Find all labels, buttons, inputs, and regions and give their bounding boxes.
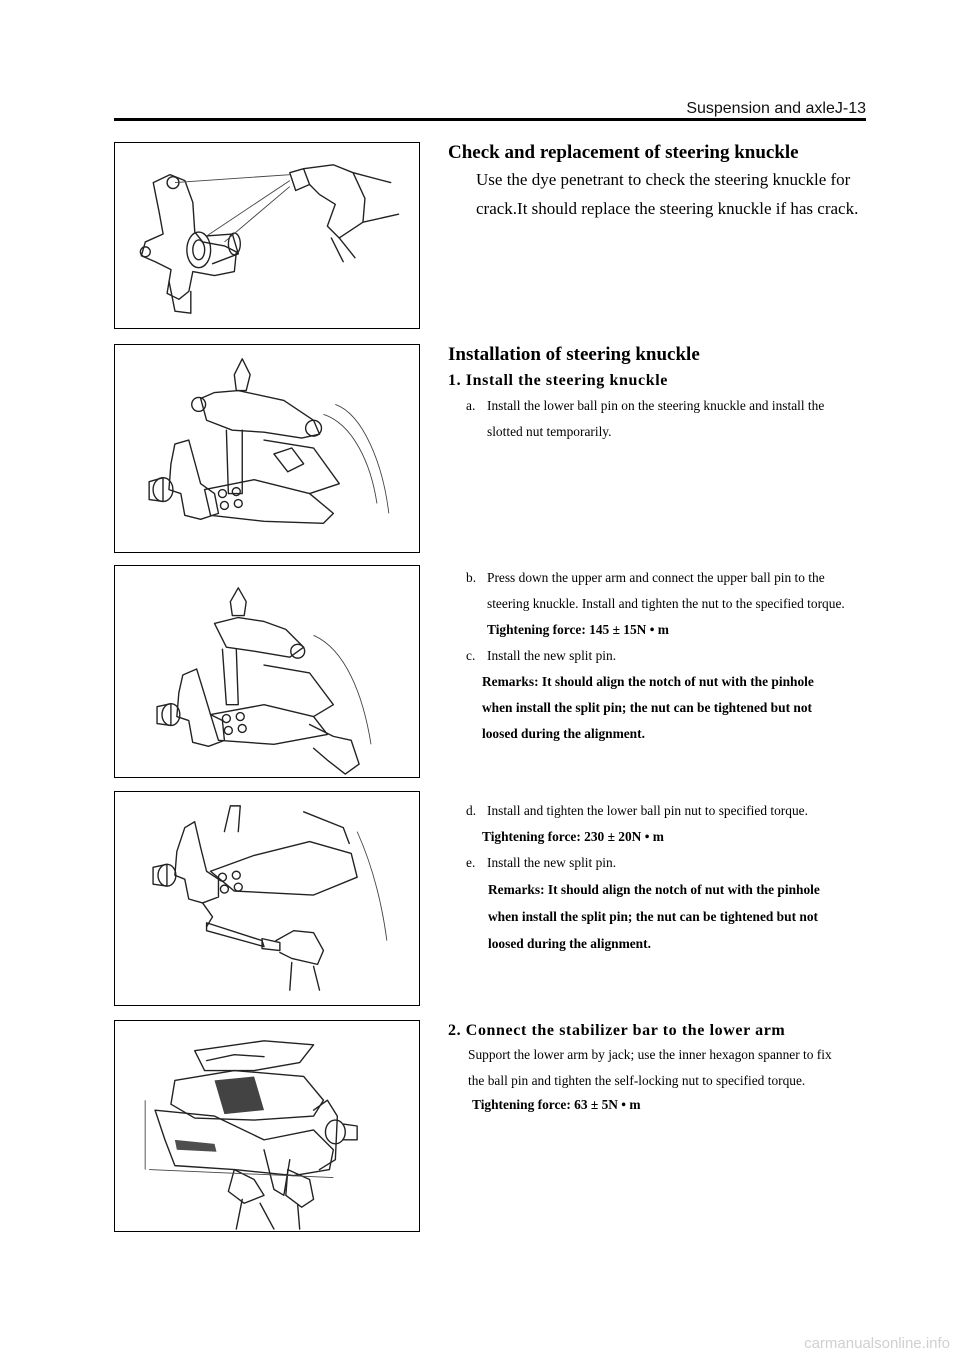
figure-connect-upper-ball-pin [114, 565, 420, 778]
section-title-installation: Installation of steering knuckle [448, 344, 700, 365]
figure-install-lower-ball-pin [114, 344, 420, 553]
step-e [448, 850, 868, 876]
step-b-line1: Press down the upper arm and connect the upper ball pin to the [487, 570, 825, 585]
header-rule [114, 118, 866, 121]
knuckle-lower-arm-illustration [115, 345, 419, 552]
check-paragraph-line2: crack.It should replace the steering knuckle if has crack. [476, 199, 859, 218]
step2-force: Tightening force: 63 ± 5N • m [472, 1097, 641, 1112]
section-check-replacement [448, 142, 868, 223]
step-c-remark-line2: when install the split pin; the nut can be tightened but not [482, 700, 812, 715]
step-e-label: e. [466, 855, 476, 870]
step2-line2: the ball pin and tighten the self-locking nut to specified torque. [468, 1073, 806, 1088]
step-d-text: Install and tighten the lower ball pin nut to specified torque. [487, 803, 808, 818]
step2-title: 2. Connect the stabilizer bar to the lower arm [448, 1022, 786, 1039]
steps-d-e [448, 798, 868, 957]
step-b-force: Tightening force: 145 ± 15N • m [487, 622, 669, 637]
page-header-title: Suspension and axleJ-13 [686, 100, 866, 117]
step-e-remark-line1: Remarks: It should align the notch of nut with the pinhole [488, 882, 820, 897]
step-c-remarks [448, 669, 868, 747]
step-c-text: Install the new split pin. [487, 648, 617, 663]
figure-connect-stabilizer-bar [114, 1020, 420, 1232]
step1-title: 1. Install the steering knuckle [448, 372, 668, 389]
step-a-line1: Install the lower ball pin on the steering knuckle and install the [487, 398, 825, 413]
step-d-label: d. [466, 803, 477, 818]
step-a-line2: slotted nut temporarily. [487, 424, 612, 439]
step-e-remarks [448, 876, 868, 957]
step-d [448, 798, 868, 824]
figure-dye-penetrant-check [114, 142, 420, 329]
step-b [448, 565, 868, 643]
step-b-line2: steering knuckle. Install and tighten the nut to the specified torque. [487, 596, 845, 611]
step-e-remark-line2: when install the split pin; the nut can be tightened but not [488, 909, 818, 924]
step-c [448, 643, 868, 669]
step-c-label: c. [466, 648, 476, 663]
watermark: carmanualsonline.info [804, 1335, 950, 1352]
step-e-text: Install the new split pin. [487, 855, 617, 870]
check-paragraph-line1: Use the dye penetrant to check the steering knuckle for [476, 170, 851, 189]
step-a [448, 393, 868, 445]
knuckle-spray-illustration [115, 143, 419, 328]
step-a-label: a. [466, 398, 476, 413]
steps-b-c [448, 565, 868, 747]
step-2-stabilizer [448, 1022, 868, 1116]
figure-tighten-lower-ball-pin-nut [114, 791, 420, 1006]
step2-line1: Support the lower arm by jack; use the inner hexagon spanner to fix [468, 1047, 832, 1062]
step-c-remark-line1: Remarks: It should align the notch of nut with the pinhole [482, 674, 814, 689]
step-e-remark-line3: loosed during the alignment. [488, 936, 651, 951]
step2-body [448, 1042, 868, 1116]
step-b-label: b. [466, 570, 477, 585]
step-c-remark-line3: loosed during the alignment. [482, 726, 645, 741]
step-d-force: Tightening force: 230 ± 20N • m [482, 829, 664, 844]
stabilizer-bar-illustration [115, 1021, 419, 1231]
section-installation [448, 344, 868, 445]
section-title-check-replacement: Check and replacement of steering knuckle [448, 142, 799, 163]
knuckle-wrench-illustration [115, 792, 419, 1005]
knuckle-upper-arm-illustration [115, 566, 419, 777]
